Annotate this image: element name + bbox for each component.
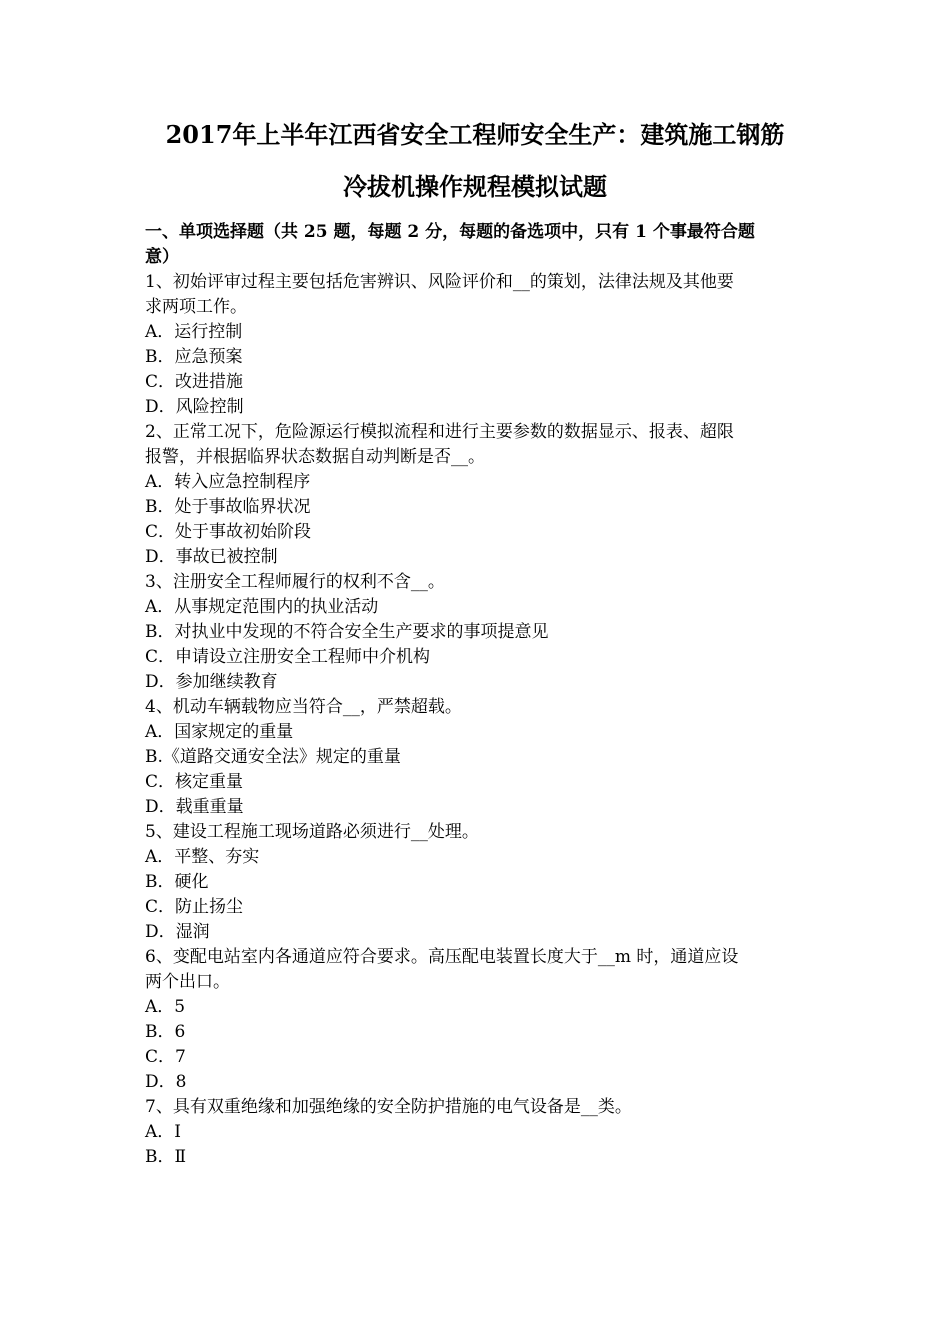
section-heading-line-2: 意） [145,247,179,267]
text-line: 6、变配电站室内各通道应符合要求。高压配电装置长度大于__m 时，通道应设 [145,947,739,967]
text-line: C．处于事故初始阶段 [145,522,312,542]
text-line: A．从事规定范围内的执业活动 [145,597,379,617]
text-line: 报警，并根据临界状态数据自动判断是否__。 [145,447,485,467]
section-heading-line-1: 一、单项选择题（共 25 题，每题 2 分，每题的备选项中，只有 1 个事最符合题 [145,222,755,242]
question-list [145,270,810,1170]
text-line: A．转入应急控制程序 [145,472,311,492]
text-line: D．载重重量 [145,797,244,817]
text-line: 3、注册安全工程师履行的权利不含__。 [145,572,445,592]
text-line: 1、初始评审过程主要包括危害辨识、风险评价和__的策划，法律法规及其他要 [145,272,734,292]
text-line: D．湿润 [145,922,210,942]
text-line: C．改进措施 [145,372,244,392]
text-line: 5、建设工程施工现场道路必须进行__处理。 [145,822,479,842]
text-line: A．Ⅰ [145,1122,181,1142]
text-line: B．6 [145,1022,186,1042]
document-title-line-2: 冷拔机操作规程模拟试题 [343,172,607,201]
text-line: 7、具有双重绝缘和加强绝缘的安全防护措施的电气设备是__类。 [145,1097,632,1117]
text-line: 两个出口。 [145,972,230,992]
text-line: D．风险控制 [145,397,244,417]
document-body [145,220,810,1170]
text-line: 求两项工作。 [145,297,247,317]
text-line: C．7 [145,1047,186,1067]
text-line: B．硬化 [145,872,209,892]
text-line: B．处于事故临界状况 [145,497,311,517]
text-line: B．对执业中发现的不符合安全生产要求的事项提意见 [145,622,549,642]
text-line: 2、正常工况下，危险源运行模拟流程和进行主要参数的数据显示、报表、超限 [145,422,734,442]
document-title-line-1: 2017年上半年江西省安全工程师安全生产：建筑施工钢筋 [165,120,785,149]
text-line: A．运行控制 [145,322,243,342]
text-line: C．申请设立注册安全工程师中介机构 [145,647,431,667]
text-line: B．应急预案 [145,347,243,367]
text-line: B.《道路交通安全法》规定的重量 [145,747,401,767]
text-line: C．防止扬尘 [145,897,244,917]
text-line: D．参加继续教育 [145,672,278,692]
text-line: 4、机动车辆载物应当符合__，严禁超载。 [145,697,462,717]
text-line: D．8 [145,1072,187,1092]
text-line: C．核定重量 [145,772,244,792]
text-line: B．Ⅱ [145,1147,187,1167]
text-line: A．国家规定的重量 [145,722,294,742]
text-line: D．事故已被控制 [145,547,278,567]
text-line: A．平整、夯实 [145,847,260,867]
text-line: A．5 [145,997,186,1017]
